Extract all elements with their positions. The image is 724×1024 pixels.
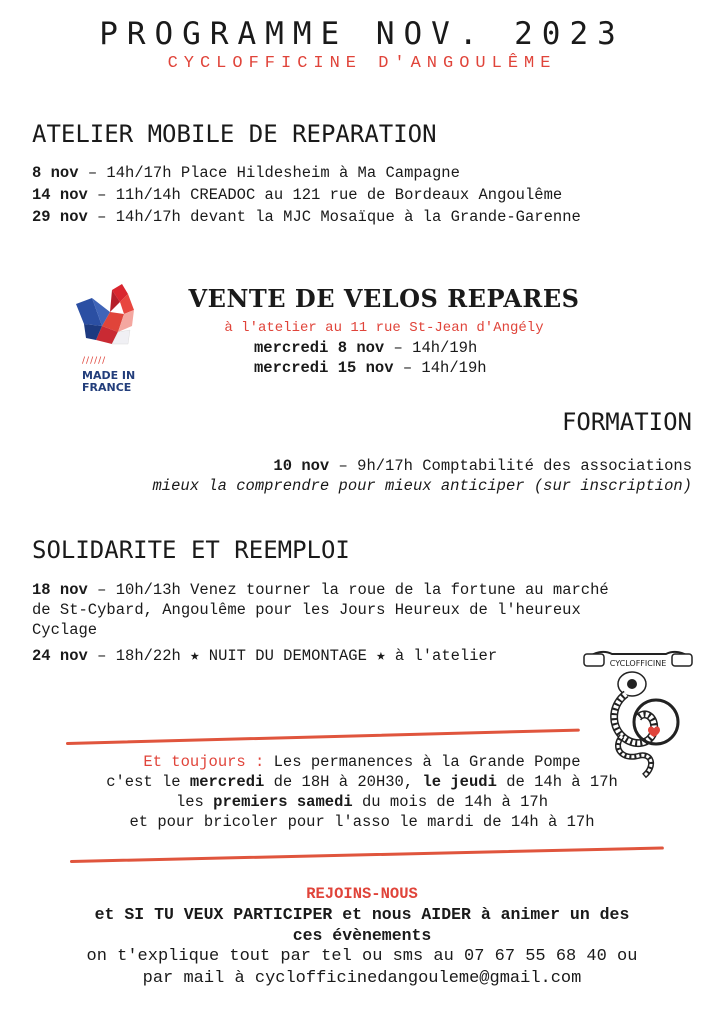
solidarite-item-2 — [32, 646, 497, 666]
formation-section-title: FORMATION — [561, 408, 692, 436]
vente-section-title: VENTE DE VELOS REPARES — [188, 284, 580, 313]
rejoins-line: ces évènements — [292, 926, 432, 945]
atelier-item-date: 29 nov — [32, 208, 88, 226]
logo-text: CYCLOFFICINE — [609, 659, 667, 668]
solidarite-item-text: – 10h/13h Venez tourner la roue de la fortune au marché — [87, 581, 609, 599]
vente-item — [254, 358, 487, 378]
vente-item-text: – 14h/19h — [384, 339, 478, 357]
rejoins-block — [0, 884, 724, 990]
vente-list — [254, 338, 487, 378]
permanences-text: les — [175, 793, 214, 811]
permanences-lead: Et toujours : — [143, 753, 265, 771]
atelier-item-text: – 14h/17h devant la MJC Mosaïque à la Grande-Garenne — [87, 208, 581, 226]
formation-text: – 9h/17h Comptabilité des associations — [329, 457, 692, 475]
permanences-day: premiers samedi — [213, 793, 353, 811]
permanences-text: et pour bricoler pour l'asso le mardi de 14h à 17h — [129, 813, 595, 831]
permanences-day: le jeudi — [422, 773, 497, 791]
formation-date: 10 nov — [273, 457, 330, 475]
badge-line-1: MADE IN — [82, 369, 136, 382]
rejoins-email: par mail à cyclofficinedangouleme@gmail.com — [142, 969, 582, 988]
atelier-item-text: – 11h/14h CREADOC au 121 rue de Bordeaux Angoulême — [87, 186, 563, 204]
badge-line-2: FRANCE — [82, 381, 132, 394]
vente-item — [254, 338, 487, 358]
permanences-block — [0, 752, 724, 832]
permanences-text: de 14h à 17h — [496, 773, 618, 791]
atelier-item — [32, 185, 581, 205]
vente-item-text: – 14h/19h — [393, 359, 487, 377]
permanences-text: c'est le — [106, 773, 190, 791]
atelier-item-date: 8 nov — [32, 164, 79, 182]
vente-item-day: mercredi 8 nov — [254, 339, 385, 357]
brush-stroke-bottom — [70, 847, 664, 863]
atelier-item — [32, 163, 581, 183]
permanences-day: mercredi — [189, 773, 265, 791]
solidarite-item-1 — [32, 580, 702, 640]
formation-item — [273, 456, 692, 476]
rooster-icon — [72, 282, 152, 352]
made-in-france-badge — [72, 282, 162, 400]
permanences-text: du mois de 14h à 17h — [352, 793, 549, 811]
vente-place: à l'atelier au 11 rue St-Jean d'Angély — [224, 320, 544, 336]
solidarite-item-date: 24 nov — [32, 647, 88, 665]
solidarite-item-text: de St-Cybard, Angoulême pour les Jours Heureux de l'heureux — [32, 601, 581, 619]
page-title: PROGRAMME NOV. 2023 — [99, 16, 625, 52]
page-subtitle: CYCLOFFICINE D'ANGOULÊME — [167, 54, 557, 73]
solidarite-item-text: – 18h/22h ★ NUIT DU DEMONTAGE ★ à l'atelier — [87, 647, 498, 665]
formation-note: mieux la comprendre pour mieux anticiper (sur inscription) — [152, 477, 692, 495]
solidarite-item-date: 18 nov — [32, 581, 88, 599]
atelier-list — [32, 163, 581, 227]
rejoins-line: et SI TU VEUX PARTICIPER et nous AIDER à animer un des — [94, 905, 630, 924]
rejoins-title: REJOINS-NOUS — [306, 885, 418, 903]
brush-stroke-top — [66, 729, 580, 745]
rejoins-contact: on t'explique tout par tel ou sms au 07 67 55 68 40 ou — [86, 947, 638, 966]
atelier-item-date: 14 nov — [32, 186, 88, 204]
permanences-line: Les permanences à la Grande Pompe — [264, 753, 581, 771]
badge-text — [82, 370, 135, 394]
atelier-item-text: – 14h/17h Place Hildesheim à Ma Campagne — [78, 164, 460, 182]
atelier-item — [32, 207, 581, 227]
badge-stripes: ////// — [82, 356, 107, 366]
atelier-section-title: ATELIER MOBILE DE REPARATION — [32, 120, 437, 148]
solidarite-section-title: SOLIDARITE ET REEMPLOI — [32, 536, 350, 564]
solidarite-item-text: Cyclage — [32, 621, 98, 639]
vente-item-day: mercredi 15 nov — [254, 359, 394, 377]
permanences-text: de 18H à 20H30, — [264, 773, 423, 791]
